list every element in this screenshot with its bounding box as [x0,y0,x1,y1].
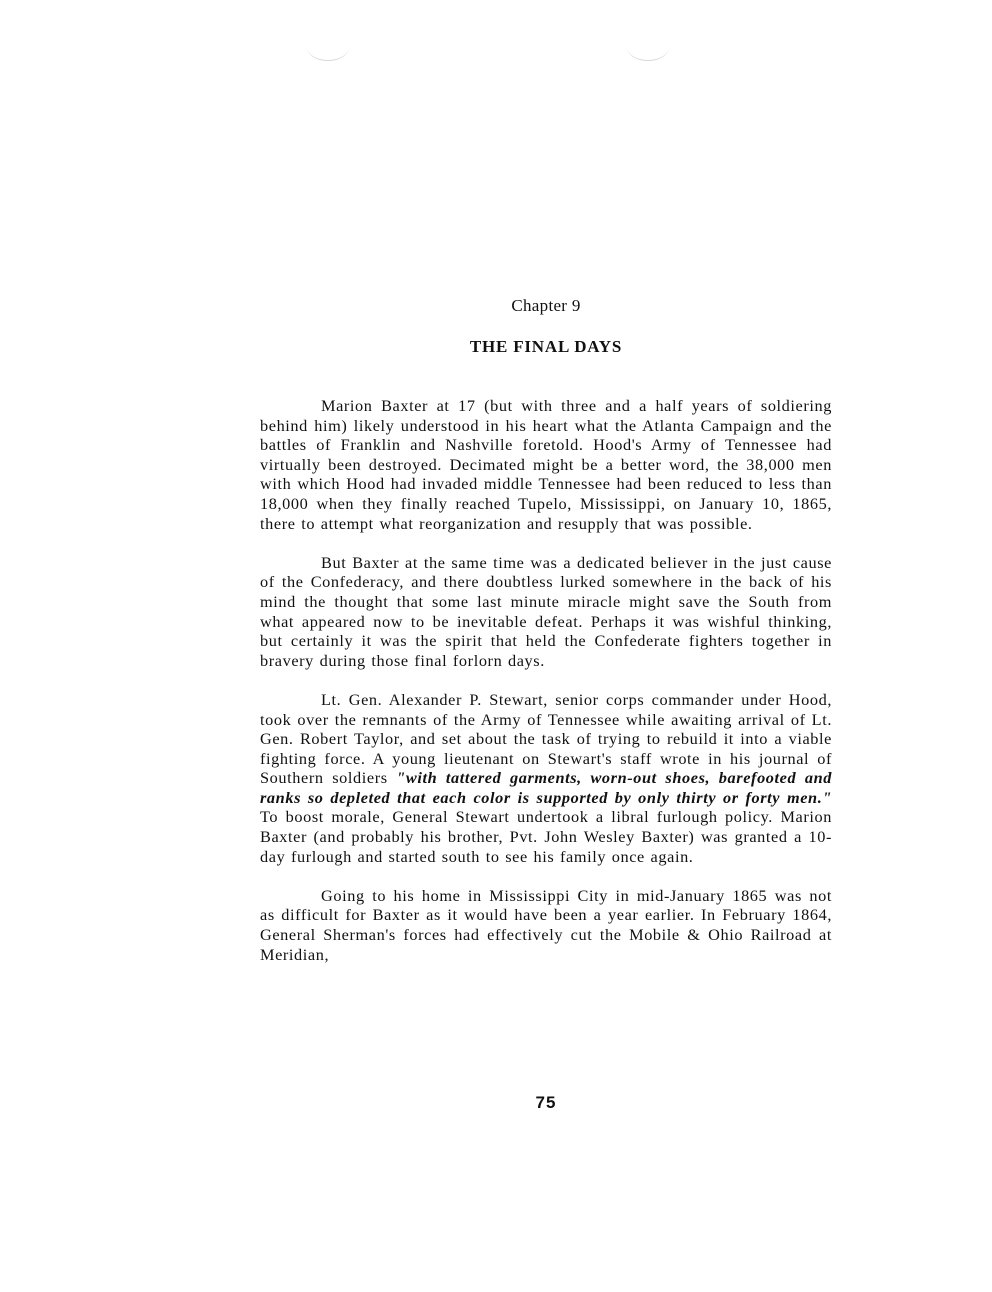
punch-hole-mark-right [626,30,670,61]
punch-hole-mark-left [306,30,350,61]
chapter-title: THE FINAL DAYS [469,337,623,356]
paragraph-3-text-before: Lt. Gen. Alexander P. Stewart, senior corps commander under Hood, took over the remnants of the Army of Tennessee while awaiting arrival of Lt. Gen. Robert Taylor, and set about the task of trying to rebuild it into a viable fighting force. A young lieutenant on Stewart's staff wrote in his journal of Southern soldiers [260,689,832,788]
body-text [260,396,832,984]
paragraph-2: But Baxter at the same time was a dedicated believer in the just cause of the Confederacy, and there doubtless lurked somewhere in the back of his mind the thought that some last minute miracle might save the South from what appeared now to be inevitable defeat. Perhaps it was wishful thinking, but certainly it was the spirit that held the Confederate fighters together in bravery during those final forlorn days. [260,552,832,670]
page-number: 75 [535,1093,557,1112]
paragraph-3 [260,690,832,866]
journal-quote: "with tattered garments, worn-out shoes, barefooted and ranks so depleted that each color is supported by only thirty or forty men." [260,768,832,807]
paragraph-3-text-after: To boost morale, General Stewart undertook a libral furlough policy. Marion Baxter (and probably his brother, Pvt. John Wesley Baxter) was granted a 10-day furlough and started south to see his family once again. [260,807,832,866]
paragraph-1: Marion Baxter at 17 (but with three and a half years of soldiering behind him) likely understood in his heart what the Atlanta Campaign and the battles of Franklin and Nashville foretold. Hood's Army of Tennessee had virtually been destroyed. Decimated might be a better word, the 38,000 men with which Hood had invaded middle Tennessee had been reduced to less than 18,000 when they finally reached Tupelo, Mississippi, on January 10, 1865, there to attempt what reorganization and resupply that was possible. [260,396,832,533]
paragraph-4: Going to his home in Mississippi City in mid-January 1865 was not as difficult for Baxter as it would have been a year earlier. In February 1864, General Sherman's forces had effectively cut the Mobile & Ohio Railroad at Meridian, [260,885,832,964]
chapter-label: Chapter 9 [511,296,581,315]
